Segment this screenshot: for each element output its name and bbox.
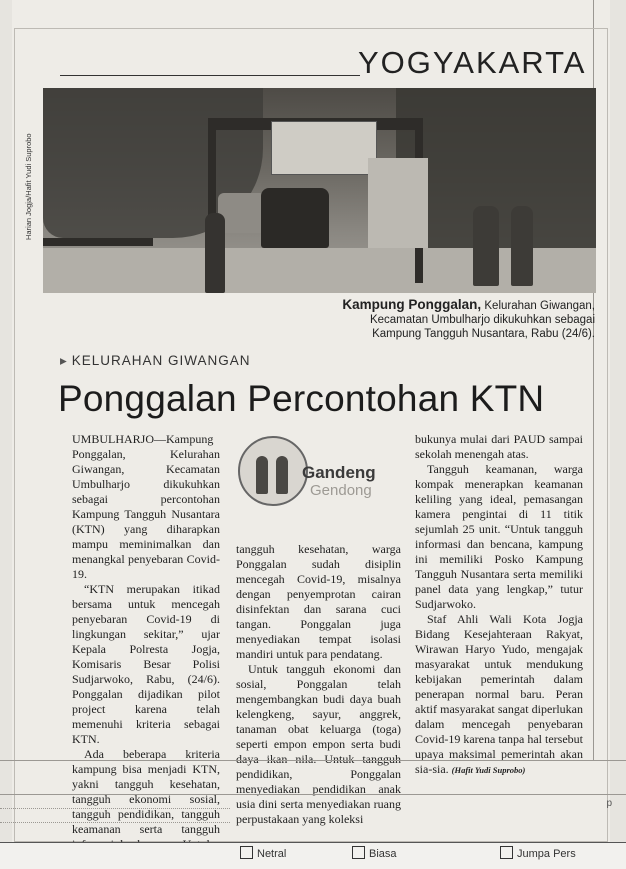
paragraph-text: Staf Ahli Wali Kota Jogja Bidang Kesejahteraan Rakyat, Wirawan Haryo Yudo, mengajak masyarakat untuk mendukung kebijakan pemerintah dalam penerapan normal baru. Peran aktif masyarakat sangat diperlukan dalam mencegah penyebaran Covid-19 karena tanpa hal tersebut upaya maksimal pemerintah akan sia-sia.	[415, 612, 583, 776]
paragraph: “KTN merupakan itikad bersama untuk mencegah penyebaran Covid-19 di lingkungan sekitar,” ujar Kepala Polresta Jogja, Komisaris Besar Polisi Sudjarwoko, Rabu, (24/6). Ponggalan dijadikan pilot project karena telah memenuhi kriteria sebagai KTN.	[72, 582, 220, 746]
margin-mark: p	[606, 798, 612, 809]
dotted-line	[0, 822, 230, 823]
paragraph: Tangguh keamanan, warga kompak menerapkan keamanan keliling yang ideal, pemasangan kamera pengintai di 11 titik sejumlah 25 unit. “Untuk tangguh informasi dan bencana, kampung ini memiliki Posko Kampung Tangguh Nusantara serta memiliki panel data yang lengkap,” tutur Sudjarwoko.	[415, 462, 583, 611]
paragraph: Untuk tangguh ekonomi dan sosial, Ponggalan telah mengembangkan budi daya buah kelengkeng, sayur, anggrek, tanaman obat keluarga (toga) seperti empon empon serta budi daya ikan nila. Untuk tangguh pendidikan, Ponggalan menyediakan pendidikan anak usia dini serta menyediakan ruang perpustakaan yang koleksi	[236, 662, 401, 826]
paragraph	[415, 612, 583, 778]
option-jumpa-pers[interactable]	[500, 846, 576, 860]
option-label: Biasa	[369, 848, 397, 860]
caption-text: Kelurahan Giwangan,	[484, 300, 595, 312]
section-masthead: YOGYAKARTA	[358, 45, 587, 80]
masthead-rule	[60, 75, 360, 76]
photo-banner	[368, 158, 428, 248]
triangle-icon: ▸	[60, 353, 68, 368]
dotted-line	[0, 808, 230, 809]
option-netral[interactable]	[240, 846, 286, 860]
gandeng-gendong-logo	[238, 436, 398, 516]
article-column-2	[236, 542, 401, 827]
form-rule	[0, 794, 626, 795]
photo-person	[205, 213, 225, 293]
article-column-1	[72, 432, 220, 852]
paragraph: bukunya mulai dari PAUD sampai sekolah menengah atas.	[415, 432, 583, 461]
logo-text: Gendong	[310, 482, 372, 499]
photo-table	[43, 238, 153, 246]
caption-bold: Kampung Ponggalan,	[342, 297, 482, 312]
kicker-text: KELURAHAN GIWANGAN	[71, 353, 251, 368]
photo-person	[473, 206, 499, 286]
photo-caption	[265, 298, 595, 341]
kicker	[60, 353, 251, 369]
paragraph: UMBULHARJO—Kampung Ponggalan, Kelurahan Giwangan, Kecamatan Umbulharjo dikukuhkan sebagai percontohan Kampung Tangguh Nusantara (KTN) yang diharapkan mampu meminimalkan dan menangkal penyebaran Covid-19.	[72, 432, 220, 581]
caption-text: Kecamatan Umbulharjo dikukuhkan sebagai	[369, 314, 595, 326]
article-column-3	[415, 432, 583, 778]
byline: (Hafit Yudi Suprobo)	[451, 765, 526, 775]
logo-emblem	[238, 436, 308, 506]
form-rule	[0, 760, 626, 761]
option-label: Jumpa Pers	[517, 848, 576, 860]
caption-text: Kampung Tangguh Nusantara, Rabu (24/6).	[372, 328, 595, 340]
news-photo	[43, 88, 596, 293]
option-biasa[interactable]	[352, 846, 397, 860]
checkbox-icon[interactable]	[240, 846, 253, 859]
paragraph: Ada beberapa kriteria kampung bisa menjadi KTN, yakni tangguh kesehatan, tangguh ekonomi sosial, tangguh pendidikan, tangguh keamanan serta tangguh	[72, 747, 220, 836]
logo-text: Gandeng	[302, 463, 376, 482]
photo-car	[218, 193, 266, 233]
logo-figure-icon	[276, 456, 288, 494]
paragraph: tangguh kesehatan, warga Ponggalan sudah disiplin mencegah Covid-19, misalnya dengan penyemprotan cairan disinfektan dan sarana cuci tangan. Ponggalan juga menyediakan tempat isolasi mandiri untuk para pendatang.	[236, 542, 401, 661]
checkbox-icon[interactable]	[352, 846, 365, 859]
option-label: Netral	[257, 848, 287, 860]
photo-person	[511, 206, 533, 286]
headline: Ponggalan Percontohan KTN	[58, 378, 545, 419]
photo-banner	[271, 121, 377, 175]
photo-car	[261, 188, 329, 248]
checkbox-icon[interactable]	[500, 846, 513, 859]
photo-credit: Harian Jogja/Hafit Yudi Suprobo	[24, 133, 33, 240]
logo-figure-icon	[256, 456, 268, 494]
